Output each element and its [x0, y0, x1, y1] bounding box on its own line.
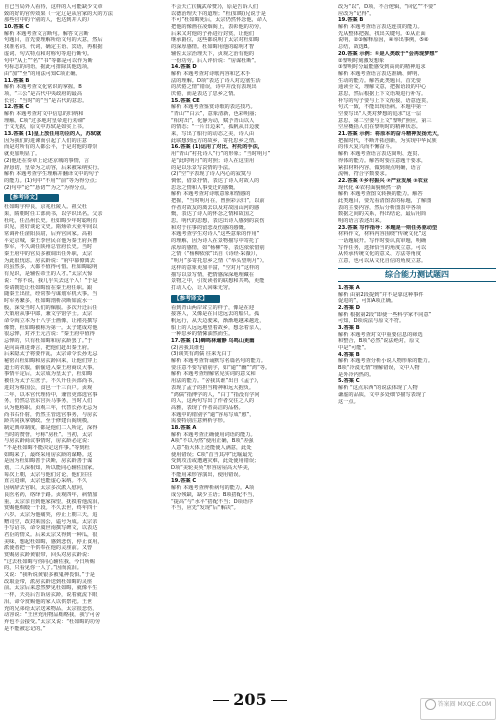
page-number-dash-left — [213, 700, 229, 701]
col1-line: 龄共同执掌朝政。至于修建台阁规模， — [4, 418, 93, 425]
col1-line: 于文无据，原文中苏轼是如实上书。 — [4, 124, 88, 131]
col1-line: 随秦王出征，经常参与谋划军机大事。当 — [4, 291, 98, 298]
col3-line: 23.答案 写作指导：本题是一则任务驱动型 — [338, 224, 438, 231]
col3-line: 促进的”，可知A项正确。 — [338, 298, 397, 305]
col1-line: 那些官中的个别的人，也达到并人的） — [4, 17, 93, 24]
col1-line: 前。太宗后来忽然梦见杜如晦，就像平生 — [4, 585, 98, 592]
col3-line: 的伟大复兴而不懈奋斗。 — [338, 144, 396, 151]
col3-line: 解析 本题考查分析小说人物形象的能力。 — [338, 358, 434, 365]
col1-line: 手写诏书，命令虞世南撰写碑文，以表达 — [4, 525, 98, 532]
col2-line: 把握，“当时明月在，曾照彩云归”，以前 — [171, 197, 265, 204]
col3-line: 意思，然后根据上下文语境进行补写。 — [338, 90, 427, 97]
col1-line: 10.答案 C — [4, 24, 30, 31]
col3-line: 明的语言表述出来。 — [338, 218, 385, 224]
col2-line: “青山”“白云”，意象清新，色彩明丽； — [171, 111, 260, 117]
col3-line: 改为“以”，D项，不合逻辑，“回忆”“不要” — [338, 4, 436, 10]
col2-line: 思。明代的思想，表达出诗人感到的哀伤 — [171, 218, 265, 224]
col2-line: 的情态；“一片日边来”，孤帆从日边驶 — [171, 124, 260, 131]
col3-line: ②黎明时刻激发想象 — [338, 57, 385, 64]
col1-line: 的虽然多，大都不值得可惜。杜如晦聪明 — [4, 264, 98, 271]
col3-line: 应改为“记得”。 — [338, 10, 375, 17]
col1-line: 事情平定后，太宗成为皇太子，杜如晦 — [4, 371, 93, 378]
col1-line: 果，隋朝时任工部尚书，以学识出名。父亲 — [4, 210, 103, 217]
col2-line: 解析 本题考查对诗歌意象和情感的 — [171, 191, 251, 198]
col2-line: 14.答案 D — [171, 64, 197, 71]
column-right — [338, 4, 496, 692]
col1-line: 弃也不会接受。”太宗又说：“杜如晦的功劳 — [4, 618, 101, 625]
col2-line: 解析 本题考查理解常见实词的意义和 — [171, 371, 256, 378]
col2-line: 来，写出了船行的动态之美，诗人由 — [171, 131, 255, 138]
col1-line: 秘密召杜如晦和房玄龄回来，让他们穿上 — [4, 358, 98, 365]
col2-line: 17.答案 (1)蝉鸣林逾静 鸟鸣山更幽 — [171, 338, 255, 344]
watermark — [420, 698, 496, 720]
col2-line: 的厌倦之情”错误，诗中并没有表现出 — [171, 84, 257, 91]
col3-line: 生动的能力。解答此类题目，首先要 — [338, 77, 422, 84]
col3-line: 解析 “这点东西”的说法体现了人物 — [338, 385, 418, 392]
col1-line: 认为他称职。贞观三年，代替长孙无忌为 — [4, 404, 98, 411]
col2-line: 描写以景写情，把情感深深地埋藏在 — [171, 271, 255, 278]
col1-line: 被任为太子左庶子。不久升任兵部尚书， — [4, 378, 98, 385]
page-number-text: 205 — [233, 690, 267, 709]
col3-line: 这一点。 — [338, 398, 359, 405]
col2-line: “提高”与“水平”搭配不当；D项语序 — [171, 498, 254, 505]
col3-line: 综合能力测试题四 — [338, 268, 496, 282]
col3-line: 3.答案 B — [338, 324, 360, 331]
col2-line: 18.答案 A — [171, 424, 197, 431]
col1-line: 理解。C项“过多地对皇帝进行劝谏” — [4, 117, 86, 124]
col1-line: 良医名药，络绎于路。贞观四年，病情加 — [4, 491, 98, 498]
col3-line: 表的主要内容，然后分析图表中各项 — [338, 204, 422, 211]
col2-line: 帆远行，从天边驶来，渐渐地越来越近， — [171, 317, 265, 324]
column-middle — [171, 4, 329, 692]
col2-line: 【参考译文】 — [171, 295, 220, 303]
col2-line: 不会天亡(《魏武帝赞》)，原是告诉人们 — [171, 4, 259, 10]
col3-line: 把握时代，不断开拓创新，为实现中华民族 — [338, 137, 437, 144]
col2-line: 解析 本题考查背诵默写名篇名句的能力。 — [171, 358, 267, 365]
col1-line: 找准名词、代词，确定主语、宾语，再根据 — [4, 44, 103, 51]
col2-line: 辅佐太宗治理天下，贞观之治有他的 — [171, 50, 255, 57]
col1-line: 【参考译文】 — [4, 194, 59, 202]
col3-line: 解析 本题考查图文转换的能力。解答 — [338, 191, 423, 198]
col3-line: 数据之间的关系，得出结论，最后用简 — [338, 211, 427, 218]
col2-line: 不当，应先“发现”后“解决”。 — [171, 505, 239, 512]
col2-line: (2)“空”字表现了诗人内心的寂寞与 — [171, 171, 252, 178]
col2-line: 人意”指大体上还能使人满意，此处 — [171, 445, 252, 451]
col1-line: 的能力。(1)句中“不用”“前”等为得分点； — [4, 177, 100, 184]
col3-line: 22.答案 ①乡村振兴 ②产业发展 ③农业 — [338, 177, 429, 184]
col2-line: 打动人心，让人回味无穷。 — [171, 284, 234, 291]
col2-line: 本题中的错别字“逾”容易写成“愈”， — [171, 411, 255, 418]
col2-line: 此联想到远方的故乡，寄托思乡之情。 — [171, 137, 260, 144]
col3-line: 解析 本题考查对文中重要信息的筛选 — [338, 331, 423, 338]
col3-line: 20.答案 示例：①是人类敢于“会再现梦想” — [338, 50, 439, 57]
col2-line: 需要特别注意辨析字形。 — [171, 418, 229, 425]
col1-line: 充的兄弟给太宗送来物品，太宗很悲伤， — [4, 605, 98, 612]
col1-line: 就更加明显了。 — [4, 151, 41, 158]
col2-line: 一种思乡的情愫油然而生。 — [171, 331, 234, 338]
col3-line: 1.答案 A — [338, 284, 360, 291]
col1-line: 忌惮的，只有杜如晦和房玄龄罢了。”于 — [4, 338, 93, 344]
col1-line: (2)句中“论”“恳切”“为之”为得分点。 — [4, 184, 90, 191]
col3-line: 此类题目，要先看清图表的标题，了解图 — [338, 197, 432, 204]
col2-line: 解析 本题考查正确使用词语的能力。 — [171, 431, 256, 438]
col1-line: 杜吒，任昌州长史。杜如晦少年时聪明有 — [4, 217, 98, 224]
col1-line: 直言进谏，太宗也能虚心采纳。不久 — [4, 478, 88, 485]
col1-line: 12.答案 C — [4, 104, 30, 111]
col2-line: 成分残缺，缺少主语；B项搭配不当， — [171, 491, 258, 498]
col3-line: 现代化 ④农村面貌焕然一新 — [338, 184, 402, 191]
col3-line: 5.答案 C — [338, 378, 360, 385]
col1-line: 很忌惮，对齐王元吉说：“秦王府中值得 — [4, 331, 95, 338]
col2-line: 继承爵位，这些都说明了太宗对杜如晦 — [171, 37, 260, 44]
col2-line: 的是以乐景写哀情的手法。 — [171, 164, 234, 171]
col2-line: 景物之中，引发读者的联想和共鸣，更能 — [171, 278, 265, 285]
col1-line: 后来隐太子将要作乱，太宗命令长孙无忌 — [4, 351, 98, 358]
col1-line: 辞恳切，皇帝为之动容，后来被采纳实行。 — [4, 164, 103, 171]
col2-line: (3)谈笑有鸿儒 往来无白丁 — [171, 351, 232, 358]
col2-line: 之情（“杨柳依依”出自《诗经·采薇》）， — [171, 251, 262, 258]
col3-line: 通读全文，理解文意，把握语段的中心 — [338, 84, 427, 91]
col3-line: 一话题展开。写作时要认真审题，明确 — [338, 238, 427, 245]
col3-line: 21.答案 示例：将原本的奋斗精神发扬光大， — [338, 131, 443, 138]
col3-line: 2.答案 D — [338, 304, 361, 311]
col3-line: 可知，D项说法与原文不符。 — [338, 318, 405, 325]
col3-line: 解析 由第2段提到“并不是靠这种事件 — [338, 291, 424, 298]
col1-line: 时军务繁多，杜如晦剖析决断如流水一 — [4, 297, 93, 304]
col2-line: 表现了孟子的担当精神和远大抱负。 — [171, 384, 255, 391]
col2-line: 用“青山”衬托诗人“行”的形象；“当时明月” — [171, 151, 271, 158]
col3-line: 先从整体把握，找出关键句。①从正面 — [338, 30, 426, 37]
col2-line: 接客人，又像是在目送远去的船只。孤 — [171, 311, 260, 318]
col1-line: 制定典章制度，都是他们二人所定，深得 — [4, 424, 98, 431]
col2-line: 法的理解。D项“表达了诗人对边塞生活 — [171, 77, 261, 84]
col2-line: 不可”杜如晦死后，太宗仍然怀念他，命人 — [171, 17, 268, 24]
col3-line: 解析 本题考查语言表达连贯的能力。 — [338, 24, 423, 31]
col1-line: 赠司空，改封莱国公，谥号为成。太宗亲 — [4, 518, 98, 525]
col3-line: 和整合，B项“必然”说法绝对，原文 — [338, 338, 420, 345]
col2-line: “明月”多寄托思乡之情（“举头望明月”）。 — [171, 258, 268, 265]
col1-line: 是不能被忘记的。” — [4, 625, 46, 632]
col1-line: 务，仍然总管东宫兵马事务，当时人们 — [4, 398, 93, 405]
col1-line: 为此很忧虑。房玄龄说：“府中幕僚离去 — [4, 257, 95, 264]
col2-line: 16.答案 (1)运用了对比、衬托的手法， — [171, 144, 263, 151]
col3-line: 空应概括人们在黎明时的精神状态。 — [338, 124, 422, 131]
col1-line: 天策府从事中郎，兼文学馆学士。太宗 — [4, 311, 93, 318]
col2-line: 的理解，因为诗人在景物描写中寄托了 — [171, 238, 260, 245]
col1-line: 解析 本题考查学生理解并翻译文中的句子 — [4, 171, 100, 178]
col1-line: 句标志的词语，据此可排除其他选项， — [4, 64, 93, 71]
col1-line: 与房玄龄商议事情时，房玄龄必定说： — [4, 438, 93, 445]
col3-line: 补写的句子要与上下文衔接，语意连贯， — [338, 97, 432, 104]
col1-line: 般，深受当时人们的佩服。多次升迁后任 — [4, 304, 98, 311]
col1-line: 赏赐房玄龄黄银带，回头对房玄龄说： — [4, 552, 93, 558]
col1-line: 11.答案 B — [4, 77, 30, 84]
col1-line: 参军，不久调任陕州总管府长史。当时 — [4, 244, 93, 251]
col1-line: “过去杜如晦与你同心辅佐我，今日所赐 — [4, 558, 95, 565]
col1-line: 杜如晦字仲良，京兆杜陵人。祖父杜 — [4, 204, 88, 211]
col1-line: 动容说：“王世充用物品贿赂我，我宁可舍 — [4, 612, 101, 619]
col2-line: 把他的像画在凌烟阁上，表彰他的功劳， — [171, 24, 265, 31]
col3-line: 材料作文，材料内容围绕“传统文化”这 — [338, 231, 427, 238]
col2-line: 受到攻击或遭遇灾难，此处使用错误； — [171, 458, 260, 465]
col2-line: 以德治理天下的道理；“杜(如晦)兄说于是 — [171, 10, 266, 17]
col1-line: 当时的赞誉，号称“房杜”。当初，太宗 — [4, 431, 93, 438]
col3-line: ③黎明时分最能感受到高尚的精神追求 — [338, 64, 426, 71]
col1-line: 赏赐他绸缎一千段。不久去世，终年四十 — [4, 505, 98, 512]
col2-line: 19.答案 C — [171, 478, 197, 485]
col1-line: 致的好的官传效果（一定辽是从官家的大的方法 — [4, 10, 113, 17]
col1-line: 道士的衣服，偷偷进入秦王府商议大事。 — [4, 364, 98, 371]
col1-line: 因为我们的进谏而引起了人们的注意 — [4, 137, 88, 144]
col1-line: 平定京城，秦王李世民召他为秦王府兵曹 — [4, 237, 98, 244]
col3-line: 4.答案 B — [338, 351, 360, 358]
col1-line: 进封为蔡国公，食邑一千三百户。贞观 — [4, 384, 93, 391]
col1-line: 解析 本题考查对文中信息的归纳和 — [4, 111, 84, 117]
col1-line: (2)他还在奏章上论述京城的事情，言 — [4, 157, 90, 164]
col3-line: 解析 本题考查语言表达简明、连贯、 — [338, 151, 423, 158]
col1-line: 像赞，杜如晦被称为第一。太子建成对他 — [4, 324, 98, 331]
col1-line: 虚词、句式特点和对称句等进行断句。 — [4, 50, 93, 57]
col2-line: 惆怅，借景抒情，表达了诗人对故人的 — [171, 177, 260, 184]
col1-line: 重，太宗亲自到他家探望，抚摸着他流泪， — [4, 498, 103, 505]
column-left — [4, 4, 162, 692]
col1-line: 改取金带，派房玄龄送到杜如晦的灵座 — [4, 578, 93, 585]
col1-line: 自已当局外人看待，这样的人可能缺少文章 — [4, 4, 103, 10]
col2-line: 一份功劳。后人评价说：“房谋杜断”。 — [171, 57, 260, 64]
col1-line: 的，只看见你一人了。”因而流泪。 — [4, 565, 82, 572]
page-number-dash-right — [271, 700, 287, 701]
col1-line: 划，二人深相知，所以能同心辅佐国家。 — [4, 465, 98, 472]
col2-line: 的深厚感情。杜如晦用他的聪明才智 — [171, 44, 255, 51]
col1-line: 13.答案 (1)皇上放任用功臣的人，苏轼就 — [4, 131, 102, 138]
col1-line: 尚书右仆射，仍然主管选官事务，与房玄 — [4, 411, 98, 418]
col3-line: 得体的能力。解答时要注意题干要求， — [338, 157, 427, 164]
col2-line: 后来又对他的子孙进行封赏，让他们 — [171, 30, 255, 37]
col2-line: 看到青山两岸耸立的样子，像是在迎 — [171, 304, 255, 311]
col3-line: 意思，第二空要与上文“黎明”照应，第三 — [338, 117, 432, 124]
col1-line: 句题目，首先要理解所给文句的大意，然后 — [4, 37, 103, 44]
col3-line: 中是“可能”。 — [338, 345, 370, 351]
col1-line: 解析 本题考查文化常识的掌握。B — [4, 84, 82, 91]
col3-line: B项“冷漠无情”理解错误，文中人物 — [338, 365, 420, 372]
col1-line: 君臣的情义。后来太宗又得到一种瓜，很 — [4, 531, 98, 538]
col1-line: 又说：“我听说黄银多被鬼神畏惧。”于是 — [4, 572, 95, 579]
col1-line: 如晦来了，最终采用房玄龄的谋略。这 — [4, 451, 93, 458]
col2-line: 这样的意象更加丰富，“空对月”这样的 — [171, 264, 260, 271]
col2-line: 的人，这两句写出了作者交往之人的 — [171, 398, 255, 405]
col3-line: 空要写出“人类对梦想的追求”这一层 — [338, 111, 422, 117]
col3-line: 紧扣材料内容，做到观点明确，语言 — [338, 164, 422, 171]
col2-line: 作者对故友的离去以及对故园山河的感 — [171, 204, 260, 211]
col2-line: 要注意不要写错别字，如“逾”“幽”“鸿”等。 — [171, 364, 271, 371]
col1-line: 命令阎立本为十八学士画像，让褚亮撰写 — [4, 317, 98, 324]
col1-line: “不是杜如晦不能决定这件事。”等到杜 — [4, 445, 90, 451]
col3-line: 立意，也可以从文化自信的角度立意。 — [338, 258, 427, 265]
col1-line: 句中“从上”“名”“书”等都是可以作为断 — [4, 57, 93, 64]
col1-line: 二年，以本官代理侍中，兼管吏部选官事 — [4, 391, 98, 398]
col1-line: 项，“三公”是古代中央政府的最高 — [4, 90, 83, 97]
col3-line: 句式一致，不能出现语病。本题中第一 — [338, 104, 427, 111]
col2-line: 不能用来形容演出，使用错误。 — [171, 471, 244, 478]
col3-line: 写作任务，选择恰当的角度立意。可以 — [338, 244, 427, 251]
col1-line: 有见识，是辅佐帝王的人才。”太宗大惊 — [4, 271, 93, 278]
col3-line: 流畅，符合字数要求。 — [338, 171, 390, 178]
col1-line: 是因为杜如晦善于决断，房玄龄善于谋 — [4, 458, 93, 465]
col2-line: 和对于往事的留恋及伤感的感慨。 — [171, 224, 249, 231]
col1-line: 常调补任滏阳县尉，后弃官回家。高祖 — [4, 231, 93, 237]
watermark-text: 答案圈 MXQE.COM — [437, 701, 492, 708]
col2-line: 船上的人远远地望着故乡，想念着亲人， — [171, 324, 265, 331]
col2-line: 用法的能力。“舍我其谁”出自《孟子》， — [171, 378, 262, 385]
col1-line: 识见，喜好谈论文史。隋炀帝大业年间以 — [4, 224, 98, 231]
col2-line: 慨，表达了诗人的怀念之情和故国之 — [171, 211, 255, 218]
col2-line: 是“此时明月”的对照；诗人在这里用 — [171, 157, 255, 164]
col2-line: 厌倦，而是表达了思乡之情。 — [171, 90, 239, 97]
col2-line: 浓厚的感情，如“杨柳”等，表达依依惜别 — [171, 244, 265, 251]
col3-line: 从传承传统文化的意义、方法等角度 — [338, 251, 422, 258]
col2-line: 使用错误；C项“首当其冲”比喻最先 — [171, 451, 253, 458]
col1-line: 因病辞去官职，太宗多次派人慰问， — [4, 485, 88, 492]
col2-line: 思念之情和人事变迁的感慨。 — [171, 184, 239, 191]
col1-line: 由“加”“至”的用法可知C项正确。 — [4, 70, 81, 77]
col1-line: 解析 本题考查文言断句。解答文言断 — [4, 30, 89, 37]
col1-line: 每次上朝，太宗与他们讨论，他们往往 — [4, 471, 93, 478]
col2-line: 本题考查学生对诗人“这些意象的作用” — [171, 231, 260, 238]
col1-line: 而是对所有的人都公平，于是对他的尊崇 — [4, 144, 98, 151]
col2-line: 15.答案 CE — [171, 97, 200, 104]
col1-line: 奏请朝廷让杜如晦留在秦王府任职。跟 — [4, 284, 93, 291]
col1-line: 派使者把一半供奉在他的灵座前。又曾 — [4, 545, 93, 552]
col1-line: 一样，天亮后告诉房玄龄，说着就流下眼 — [4, 592, 98, 599]
col2-line: “鸿儒”指博学的人，“白丁”指没有学问 — [171, 391, 260, 398]
col2-line: (2)舍我其谁也 — [171, 344, 205, 351]
col1-line: 美味，想起杜如晦，感到悲伤，停止食用， — [4, 538, 103, 545]
col2-line: D项“美轮美奂”形容房屋高大华美， — [171, 465, 253, 472]
col3-line: 解析 本题考查语言表达准确、鲜明、 — [338, 70, 423, 77]
col3-line: 19.答案 B — [338, 17, 364, 24]
col1-line: 泪，命令赏赐他的家人以供祭祀。王世 — [4, 598, 93, 605]
col2-line: “相对出”，化静为动，赋予青山以人 — [171, 117, 255, 124]
col3-line: 谦虚的品质，文中多处细节描写表现了 — [338, 391, 427, 398]
col3-line: 是外冷内热的。 — [338, 371, 375, 378]
col3-line: 说明，②③解释原因，④举出事例，⑤⑥ — [338, 37, 429, 44]
col2-line: 解析 本题考查鉴赏诗歌的表达技巧。 — [171, 104, 256, 111]
col1-line: 长官；“当时”的“当”是古代的意思。 — [4, 97, 88, 104]
watermark-logo-icon — [425, 699, 436, 710]
col2-line: A项“不以为然”使用正确，B项“差强 — [171, 438, 254, 445]
col3-line: 解析 根据第2段“即使一些科学家不同意” — [338, 311, 432, 318]
col1-line: 说：“你不说，我几乎失去这个人！”于是 — [4, 277, 98, 284]
col3-line: 总结，故选B。 — [338, 44, 373, 51]
col2-line: 解析 本题考查对诗歌内容和艺术手 — [171, 70, 251, 77]
col2-line: 高雅，表现了作者高洁的品格。 — [171, 404, 244, 411]
col1-line: 是向高祖进谗言，把他们赶出秦王府。 — [4, 344, 93, 351]
col1-line: 六岁。太宗为他痛哭，停止上朝三天，追 — [4, 511, 98, 518]
col1-line: 秦王府中的官员多被调出任外职，太宗 — [4, 251, 93, 258]
col2-line: 解析 本题考查辨析病句的能力。A项 — [171, 485, 255, 492]
